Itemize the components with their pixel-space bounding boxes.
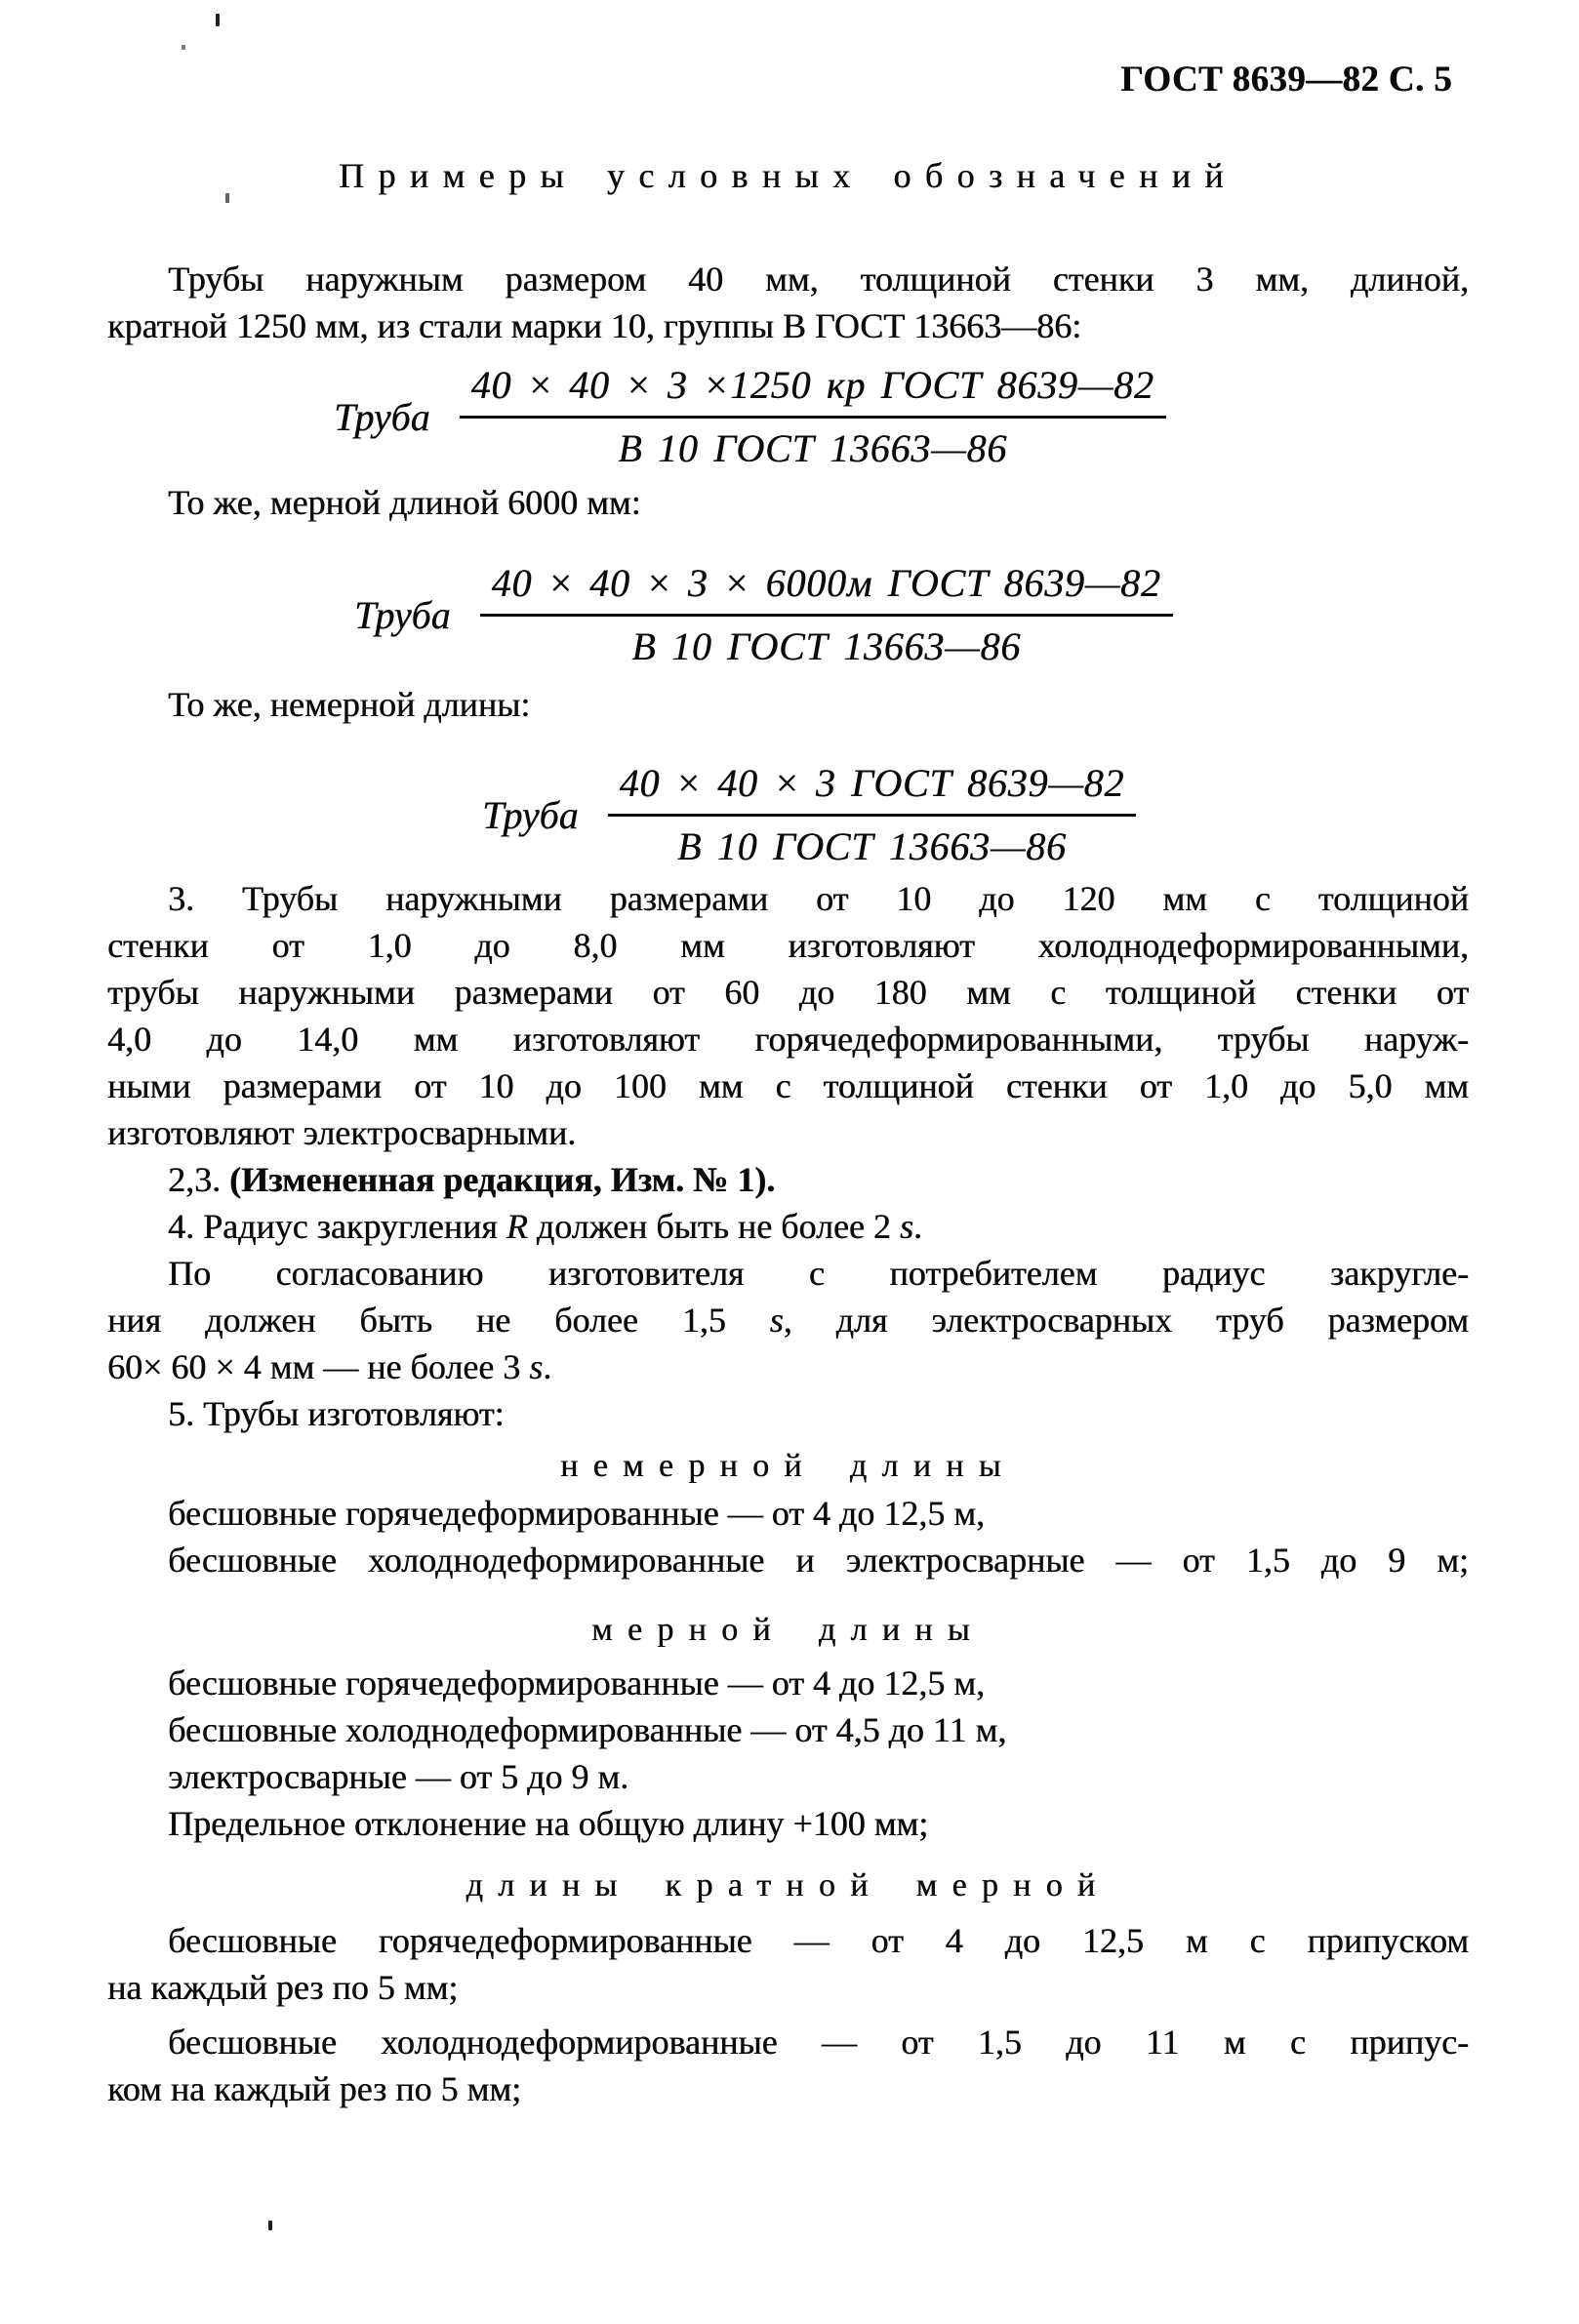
agreement-line-1: По согласованию изготовителя с потребителем радиус закругле- [168,1254,1469,1293]
agreement-var-s: s [769,1301,784,1340]
formula-1-label: Труба [334,394,430,439]
intro-line-1: Трубы наружным размером 40 мм, толщиной стенки 3 мм, длиной, [168,260,1469,299]
deviation-note: Предельное отклонение на общую длину +100 мм; [168,1804,929,1843]
agreement-line-2 [107,1297,1469,1343]
clause-4-period: . [912,1207,922,1246]
clause-3-line-6: изготовляют электросварными. [107,1113,577,1152]
formula-3-label: Труба [482,792,579,837]
page-title: Примеры условных обозначений [339,156,1237,195]
clause-3-paragraph [107,875,1469,1156]
formula-designation-2 [354,561,1173,669]
clause-3-line-2: стенки от 1,0 до 8,0 мм изготовляют холоднодеформированными, [107,926,1469,965]
clause-4-var-s: s [899,1207,913,1246]
list-item: бесшовные холоднодеформированные и электросварные — от 1,5 до 9 м; [168,1541,1469,1580]
page-header: ГОСТ 8639—82 С. 5 [1120,60,1452,100]
multiple-length-item-1 [107,1917,1469,2011]
clause-4-text: 4. Радиус закругления [168,1207,506,1246]
formula-3-fraction [608,761,1137,869]
formula-3-denominator: В 10 ГОСТ 13663—86 [676,824,1067,868]
clause-3-line-5: ными размерами от 10 до 100 мм с толщиной стенки от 1,0 до 5,0 мм [107,1066,1469,1105]
formula-2-label: Труба [354,592,451,637]
formula-designation-1 [334,363,1166,471]
formula-2-fraction [480,561,1173,669]
clause-3-line-4: 4,0 до 14,0 мм изготовляют горячедеформированными, трубы наруж- [107,1020,1469,1059]
document-content [107,0,1469,2112]
agreement-line-2-text-2: , для электросварных труб размером [783,1301,1470,1340]
clause-3-line-1: 3. Трубы наружными размерами от 10 до 120 мм с толщиной [168,879,1469,918]
formula-2-denominator: В 10 ГОСТ 13663—86 [631,624,1022,668]
list-item: бесшовные горячедеформированные — от 4 до 12,5 м, [168,1663,985,1703]
list-item: бесшовные холоднодеформированные — от 4,5 до 11 м, [168,1710,1007,1749]
unmeasured-length-list [107,1490,1469,1583]
multiple-length-item-2 [107,2019,1469,2112]
clause-4-var-r: R [506,1207,528,1246]
agreement-line-2-text: ния должен быть не более 1,5 [107,1301,770,1340]
section-heading-unmeasured-length: немерной длины [560,1448,1016,1484]
agreement-line-3-period: . [543,1347,552,1386]
formula-1-numerator: 40 × 40 × 3 ×1250 кр ГОСТ 8639—82 [460,363,1166,419]
formula-1-denominator: В 10 ГОСТ 13663—86 [618,426,1008,470]
same-unmeasured-length-line: То же, немерной длины: [168,685,531,724]
list-item-line: бесшовные холоднодеформированные — от 1,5 до 11 м с припус- [168,2023,1469,2062]
agreement-line-3 [107,1343,1469,1390]
clause-5-intro: 5. Трубы изготовляют: [168,1394,505,1433]
section-heading-multiple-measured-length: длины кратной мерной [466,1867,1111,1903]
section-heading-measured-length: мерной длины [591,1612,985,1648]
list-item: электросварные — от 5 до 9 м. [168,1757,629,1796]
agreement-var-s-2: s [529,1347,544,1386]
list-item-line: ком на каждый рез по 5 мм; [107,2069,522,2108]
list-item: бесшовные горячедеформированные — от 4 до 12,5 м, [168,1494,985,1533]
intro-line-2: кратной 1250 мм, из стали марки 10, группы В ГОСТ 13663—86: [107,306,1082,345]
intro-paragraph [107,256,1469,349]
clause-2-3-revision-note [107,1156,1469,1203]
clause-3-line-3: трубы наружными размерами от 60 до 180 мм с толщиной стенки от [107,973,1469,1012]
agreement-line-3-text: 60× 60 × 4 мм — не более 3 [107,1347,530,1386]
clause-4-text-2: должен быть не более 2 [527,1207,900,1246]
revision-note-number: 2,3. [168,1160,229,1199]
scan-artifact [268,2221,272,2230]
formula-designation-3 [482,761,1136,869]
measured-length-list [107,1660,1469,1847]
agreement-paragraph [107,1250,1469,1390]
list-item-line: на каждый рез по 5 мм; [107,1968,459,2007]
formula-1-fraction [460,363,1166,471]
list-item-line: бесшовные горячедеформированные — от 4 до 12,5 м с припуском [168,1921,1469,1960]
formula-3-numerator: 40 × 40 × 3 ГОСТ 8639—82 [608,761,1137,817]
formula-2-numerator: 40 × 40 × 3 × 6000м ГОСТ 8639—82 [480,561,1173,617]
clause-4-line [107,1203,1469,1250]
same-measured-length-line: То же, мерной длиной 6000 мм: [168,483,641,522]
revision-note-bold: (Измененная редакция, Изм. № 1). [229,1160,776,1199]
